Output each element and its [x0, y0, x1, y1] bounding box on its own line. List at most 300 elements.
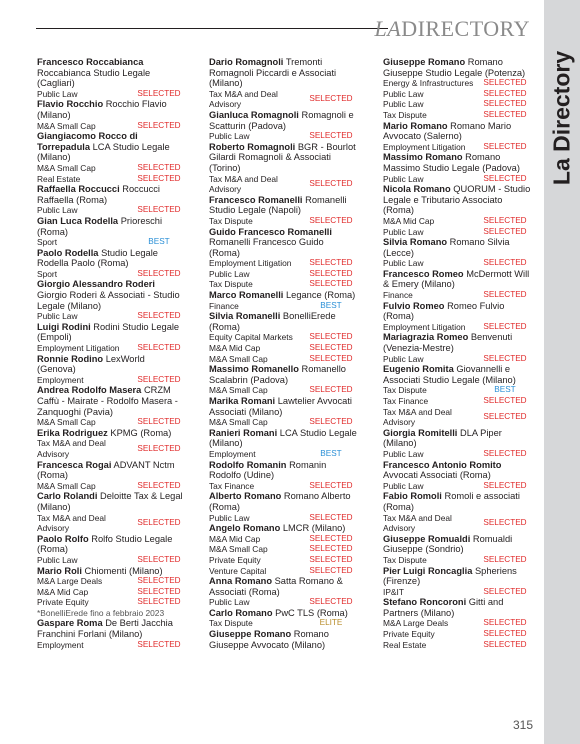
header-rule	[36, 28, 388, 29]
practice-area: M&A Small Cap	[209, 385, 268, 396]
practice-area: M&A Large Deals	[37, 576, 103, 587]
rating-badge: SELECTED	[137, 597, 181, 607]
entry-name-line	[37, 534, 185, 555]
entry-name-line	[209, 608, 357, 619]
rating-badge: SELECTED	[309, 565, 353, 575]
practice-area: Public Law	[209, 131, 250, 142]
rating-badge: SELECTED	[483, 554, 527, 564]
lawyer-name: Francesco Roccabianca	[37, 57, 144, 67]
directory-entry	[383, 301, 531, 333]
practice-row	[209, 513, 357, 524]
firm-name: McDermott Will & Emery (Milano)	[383, 268, 530, 290]
directory-entry	[209, 195, 357, 227]
lawyer-name: Mario Roli	[37, 565, 82, 576]
directory-entry	[37, 184, 185, 216]
lawyer-name: Marco Romanelli	[209, 290, 284, 301]
directory-entry	[383, 491, 531, 533]
entry-name-line	[383, 597, 531, 618]
rating-badge: SELECTED	[309, 512, 353, 522]
lawyer-name: Francesco Antonio Romito	[383, 459, 502, 470]
rating-badge: SELECTED	[483, 99, 527, 109]
practice-area: M&A Mid Cap	[383, 215, 435, 226]
entry-name-line	[209, 491, 357, 512]
lawyer-name: Angelo Romano	[209, 523, 281, 534]
directory-entry	[209, 290, 357, 311]
rating-badge: SELECTED	[483, 517, 527, 527]
practice-area: Tax M&A and Deal Advisory	[37, 512, 106, 534]
entry-name-line	[383, 428, 531, 449]
firm-name: Romoli e associati (Roma)	[383, 491, 520, 512]
entry-name-line	[383, 269, 531, 290]
entry-name-line	[37, 385, 185, 417]
lawyer-name: Giorgia Romitelli	[383, 427, 458, 438]
practice-area: M&A Small Cap	[209, 417, 268, 428]
directory-entry	[209, 629, 357, 650]
directory-title	[375, 16, 530, 42]
practice-row	[37, 89, 185, 100]
entry-name-line	[37, 566, 185, 577]
lawyer-name: Carlo Rolandi	[37, 491, 98, 502]
entry-name-line	[37, 216, 185, 237]
practice-row	[383, 555, 531, 566]
directory-entry	[383, 269, 531, 301]
rating-badge: SELECTED	[137, 586, 181, 596]
directory-entry	[383, 364, 531, 428]
directory-entry	[209, 428, 357, 460]
entry-name-line	[37, 491, 185, 512]
practice-row	[37, 163, 185, 174]
firm-name: Rocchio Flavio (Milano)	[37, 99, 167, 120]
lawyer-name: Raffaella Roccucci	[37, 184, 120, 195]
directory-entry	[37, 491, 185, 533]
lawyer-name: Dario Romagnoli	[209, 57, 284, 67]
directory-entry	[209, 227, 357, 291]
practice-row	[37, 481, 185, 492]
firm-name: Benvenuti (Venezia-Mestre)	[383, 332, 513, 354]
firm-name: Romanin Rodolfo (Udine)	[209, 459, 327, 481]
practice-row	[37, 237, 185, 248]
rating-badge: SELECTED	[309, 554, 353, 564]
rating-badge: SELECTED	[483, 448, 527, 458]
practice-area: Venture Capital	[209, 565, 267, 576]
firm-name: CRZM Caffù - Mairate - Rodolfo Masera - Zanquoghi (Pavia)	[37, 385, 178, 417]
firm-name: Romanello Scalabrin (Padova)	[209, 364, 346, 385]
practice-area: Real Estate	[37, 173, 81, 184]
rating-badge: BEST	[320, 300, 342, 310]
practice-area: Tax M&A and Deal Advisory	[209, 173, 278, 195]
practice-area: M&A Mid Cap	[209, 533, 261, 544]
directory-entry	[37, 248, 185, 280]
directory-entry	[209, 364, 357, 396]
lawyer-name: Roberto Romagnoli	[209, 141, 296, 152]
practice-area: Employment	[37, 639, 84, 650]
practice-area: M&A Small Cap	[37, 480, 96, 491]
rating-badge: SELECTED	[483, 226, 527, 236]
practice-row	[209, 481, 357, 492]
rating-badge: SELECTED	[137, 173, 181, 183]
entry-name-line	[37, 184, 185, 205]
entry-name-line	[383, 460, 531, 481]
practice-area: Employment	[209, 448, 256, 459]
entry-name-line	[383, 184, 531, 216]
lawyer-name: Gaspare Roma	[37, 618, 103, 629]
practice-area: Finance	[209, 300, 239, 311]
lawyer-name: Luigi Rodini	[37, 321, 91, 332]
practice-area: Public Law	[209, 268, 250, 279]
practice-row	[37, 174, 185, 185]
firm-name: Lawtelier Avvocati Associati (Milano)	[209, 396, 352, 417]
entry-name-line	[37, 57, 185, 89]
lawyer-name: Carlo Romano	[209, 607, 273, 618]
practice-row	[209, 597, 357, 608]
practice-row	[383, 227, 531, 238]
firm-name: Romualdi Giuseppe (Sondrio)	[383, 533, 513, 555]
practice-area: Public Law	[37, 554, 78, 565]
practice-row	[383, 618, 531, 629]
lawyer-name: Marika Romani	[209, 396, 276, 406]
directory-entry	[383, 152, 531, 184]
lawyer-name: Andrea Rodolfo Masera	[37, 385, 142, 396]
rating-badge: SELECTED	[483, 78, 527, 88]
practice-row	[209, 332, 357, 343]
entry-name-line	[209, 110, 357, 131]
practice-row	[209, 354, 357, 365]
practice-row	[209, 279, 357, 290]
practice-row	[209, 417, 357, 428]
rating-badge: SELECTED	[137, 343, 181, 353]
rating-badge: SELECTED	[483, 290, 527, 300]
practice-row	[383, 354, 531, 365]
lawyer-name: Ronnie Rodino	[37, 353, 104, 364]
rating-badge: SELECTED	[483, 629, 527, 639]
page-number: 315	[513, 718, 534, 732]
directory-entry	[209, 57, 357, 110]
practice-row	[209, 555, 357, 566]
firm-name: Rodini Studio Legale (Empoli)	[37, 321, 180, 343]
practice-row	[37, 311, 185, 322]
directory-entry	[37, 57, 185, 99]
lawyer-name: Paolo Rolfo	[37, 533, 89, 544]
lawyer-name: Anna Romano	[209, 576, 273, 587]
practice-area: Sport	[37, 268, 58, 279]
entry-name-line	[383, 57, 531, 78]
rating-badge: SELECTED	[309, 353, 353, 363]
firm-name: Rolfo Studio Legale (Roma)	[37, 533, 173, 555]
practice-row	[209, 618, 357, 629]
directory-entry	[209, 576, 357, 608]
practice-area: Public Law	[37, 88, 78, 99]
practice-row	[383, 258, 531, 269]
practice-area: Private Equity	[209, 554, 261, 565]
rating-badge: SELECTED	[309, 178, 353, 188]
practice-area: Tax Dispute	[209, 618, 253, 629]
practice-area: Tax M&A and Deal Advisory	[209, 88, 278, 110]
directory-entry	[37, 279, 185, 321]
practice-area: M&A Small Cap	[37, 120, 96, 131]
directory-entry	[383, 57, 531, 121]
practice-area: Private Equity	[37, 597, 89, 608]
entry-name-line	[383, 237, 531, 258]
rating-badge: SELECTED	[483, 586, 527, 596]
practice-area: Public Law	[37, 311, 78, 322]
entry-name-line	[383, 566, 531, 587]
practice-row	[383, 513, 531, 534]
practice-area: Public Law	[383, 99, 424, 110]
rating-badge: SELECTED	[137, 554, 181, 564]
practice-row	[37, 597, 185, 608]
firm-name: Romano Mario Avvocato (Salerno)	[383, 120, 512, 142]
practice-row	[383, 396, 531, 407]
firm-name: QUORUM - Studio Legale e Tributario Associato (Roma)	[383, 184, 531, 216]
lawyer-name: Paolo Rodella	[37, 247, 99, 258]
firm-name: LMCR (Milano)	[282, 523, 346, 534]
rating-badge: SELECTED	[137, 88, 181, 98]
practice-row	[209, 301, 357, 312]
lawyer-name: Francesca Rogai	[37, 459, 112, 470]
firm-name: Roccucci Raffaella (Roma)	[37, 184, 160, 205]
directory-entry	[37, 566, 185, 619]
practice-area: Employment	[37, 374, 84, 385]
practice-row	[383, 449, 531, 460]
directory-entry	[383, 428, 531, 460]
practice-area: M&A Small Cap	[209, 353, 268, 364]
firm-name: Giorgio Roderi & Associati - Studio Legale (Milano)	[37, 290, 180, 311]
practice-row	[37, 513, 185, 534]
rating-badge: SELECTED	[309, 332, 353, 342]
title-prefix: LA	[374, 16, 402, 41]
practice-row	[383, 640, 531, 651]
practice-area: Tax M&A and Deal Advisory	[383, 406, 452, 428]
entry-note: *BonelliErede fino a febbraio 2023	[37, 607, 165, 618]
rating-badge: SELECTED	[483, 639, 527, 649]
rating-badge: SELECTED	[483, 353, 527, 363]
rating-badge: SELECTED	[483, 109, 527, 119]
firm-name: Romano Giuseppe Avvocato (Milano)	[209, 629, 329, 650]
lawyer-name: Eugenio Romita	[383, 364, 454, 375]
practice-row	[37, 375, 185, 386]
lawyer-name: Nicola Romano	[383, 184, 451, 195]
firm-name: KPMG (Roma)	[110, 427, 172, 438]
lawyer-name: Francesco Romeo	[383, 268, 464, 279]
directory-entry	[209, 142, 357, 195]
rating-badge: SELECTED	[483, 618, 527, 628]
rating-badge: SELECTED	[483, 173, 527, 183]
lawyer-name: Pier Luigi Roncaglia	[383, 565, 473, 576]
directory-entry	[37, 99, 185, 131]
practice-row	[37, 438, 185, 459]
rating-badge: SELECTED	[137, 311, 181, 321]
practice-area: M&A Large Deals	[383, 618, 449, 629]
directory-entry	[383, 184, 531, 237]
firm-name: LCA Studio Legale (Milano)	[209, 427, 357, 449]
lawyer-name: Massimo Romanello	[209, 364, 299, 375]
entry-name-line	[209, 428, 357, 449]
directory-entry	[37, 131, 185, 184]
directory-entry	[383, 534, 531, 566]
firm-name: Giovannelli e Associati Studio Legale (Milano)	[383, 364, 516, 385]
rating-badge: SELECTED	[483, 411, 527, 421]
firm-name: Romano Giuseppe Studio Legale (Potenza)	[383, 57, 526, 78]
practice-area: Employment Litigation	[209, 258, 292, 269]
entry-name-line	[37, 131, 185, 163]
lawyer-name: Giuseppe Romualdi	[383, 533, 471, 544]
practice-area: Real Estate	[383, 639, 427, 650]
practice-row	[209, 174, 357, 195]
lawyer-name: Giuseppe Romano	[209, 629, 292, 640]
firm-name: De Berti Jacchia Franchini Forlani (Milano)	[37, 618, 173, 640]
practice-area: Equity Capital Markets	[209, 332, 293, 343]
practice-row	[209, 131, 357, 142]
practice-area: Employment Litigation	[37, 343, 120, 354]
practice-area: M&A Small Cap	[37, 417, 96, 428]
firm-name: Romanelli Studio Legale (Napoli)	[209, 194, 347, 216]
practice-area: Private Equity	[383, 629, 435, 640]
practice-row	[37, 205, 185, 216]
rating-badge: SELECTED	[137, 205, 181, 215]
entry-name-line	[209, 311, 357, 332]
entry-name-line	[383, 364, 531, 385]
practice-area: Public Law	[383, 173, 424, 184]
rating-badge: SELECTED	[483, 215, 527, 225]
firm-name: Satta Romano & Associati (Roma)	[209, 576, 343, 597]
entry-name-line	[383, 534, 531, 555]
rating-badge: SELECTED	[483, 321, 527, 331]
entry-name-line	[37, 99, 185, 120]
rating-badge: SELECTED	[137, 120, 181, 130]
entry-name-line	[37, 248, 185, 269]
firm-name: Legance (Roma)	[286, 290, 356, 301]
firm-name: PwC TLS (Roma)	[275, 607, 348, 618]
directory-entry	[383, 237, 531, 269]
entry-name-line	[37, 279, 185, 311]
entry-name-line	[209, 364, 357, 385]
firm-name: LCA Studio Legale (Milano)	[37, 141, 170, 163]
directory-entry	[37, 322, 185, 354]
practice-area: Public Law	[37, 205, 78, 216]
practice-row	[383, 322, 531, 333]
directory-entry	[209, 608, 357, 629]
practice-area: Public Law	[383, 448, 424, 459]
lawyer-name: Flavio Rocchio	[37, 99, 104, 110]
entry-name-line	[383, 152, 531, 173]
rating-badge: SELECTED	[309, 279, 353, 289]
practice-row	[37, 343, 185, 354]
directory-entry	[37, 216, 185, 248]
rating-badge: SELECTED	[309, 343, 353, 353]
rating-badge: SELECTED	[137, 480, 181, 490]
directory-entry	[37, 354, 185, 386]
practice-row	[37, 576, 185, 587]
rating-badge: SELECTED	[483, 258, 527, 268]
firm-name: Romanelli Francesco Guido (Roma)	[209, 237, 324, 258]
entry-name-line	[209, 195, 357, 216]
rating-badge: BEST	[494, 385, 516, 395]
rating-badge: SELECTED	[483, 396, 527, 405]
practice-row	[383, 110, 531, 121]
firm-name: Roccabianca Studio Legale (Cagliari)	[37, 67, 151, 89]
rating-badge: SELECTED	[483, 88, 527, 98]
side-tab	[544, 0, 580, 744]
practice-row	[383, 216, 531, 227]
entry-name-line	[209, 576, 357, 597]
practice-area: Public Law	[383, 480, 424, 491]
practice-row	[383, 407, 531, 428]
directory-entry	[209, 311, 357, 364]
entry-name-line	[383, 301, 531, 322]
practice-area: Public Law	[383, 258, 424, 269]
directory-entry	[209, 491, 357, 523]
firm-name: Romano Alberto (Roma)	[209, 491, 351, 512]
practice-row	[383, 385, 531, 396]
entry-name-line	[383, 491, 531, 512]
practice-row	[383, 89, 531, 100]
practice-area: M&A Small Cap	[209, 544, 268, 555]
firm-name: Prioreschi (Roma)	[37, 215, 163, 237]
rating-badge: SELECTED	[309, 215, 353, 225]
lawyer-name: Silvia Romano	[383, 237, 448, 248]
entry-name-line	[209, 460, 357, 481]
practice-row	[37, 417, 185, 428]
practice-area: Public Law	[383, 226, 424, 237]
practice-row	[383, 629, 531, 640]
firm-name: ADVANT Nctm (Roma)	[37, 459, 175, 481]
practice-row	[209, 449, 357, 460]
rating-badge: BEST	[320, 448, 342, 458]
entry-name-line	[209, 523, 357, 534]
rating-badge: SELECTED	[137, 639, 181, 649]
practice-row	[209, 216, 357, 227]
firm-name: Chiomenti (Milano)	[84, 565, 163, 576]
firm-name: Avvocati Associati (Roma)	[383, 470, 491, 481]
page-header	[36, 14, 536, 44]
practice-area: Tax Dispute	[383, 554, 427, 565]
directory-entry	[209, 110, 357, 142]
directory-entry	[209, 523, 357, 576]
practice-area: Energy & Infrastructures	[383, 78, 474, 89]
directory-entry	[37, 385, 185, 427]
lawyer-name: Massimo Romano	[383, 152, 463, 163]
rating-badge: SELECTED	[483, 480, 527, 490]
entry-name-line	[37, 354, 185, 375]
lawyer-name: Mariagrazia Romeo	[383, 332, 469, 343]
directory-entry	[37, 618, 185, 650]
practice-row	[37, 121, 185, 132]
lawyer-name: Fulvio Romeo	[383, 300, 445, 311]
firm-name: LexWorld (Genova)	[37, 353, 145, 375]
practice-row	[37, 587, 185, 598]
entry-name-line	[37, 322, 185, 343]
practice-row	[209, 544, 357, 555]
practice-row	[209, 534, 357, 545]
lawyer-name: Gianluca Romagnoli	[209, 109, 299, 120]
title-suffix: DIRECTORY	[401, 16, 530, 41]
firm-name: DLA Piper (Milano)	[383, 427, 502, 449]
lawyer-name: Giorgio Alessandro Roderi	[37, 279, 155, 290]
rating-badge: ELITE	[319, 618, 343, 628]
lawyer-name: Rodolfo Romanin	[209, 459, 287, 470]
practice-row	[209, 89, 357, 110]
practice-row	[383, 78, 531, 89]
firm-name: Romagnoli e Scatturin (Padova)	[209, 109, 354, 131]
practice-row	[383, 174, 531, 185]
practice-row	[383, 142, 531, 153]
lawyer-name: Giangiacomo Rocco di Torrepadula	[37, 131, 138, 152]
firm-name: Romano Silvia (Lecce)	[383, 237, 510, 258]
directory-entry	[37, 460, 185, 492]
rating-badge: SELECTED	[137, 443, 181, 453]
firm-name: Tremonti Romagnoli Piccardi e Associati (Milano)	[209, 57, 337, 89]
entry-name-line	[209, 396, 357, 417]
